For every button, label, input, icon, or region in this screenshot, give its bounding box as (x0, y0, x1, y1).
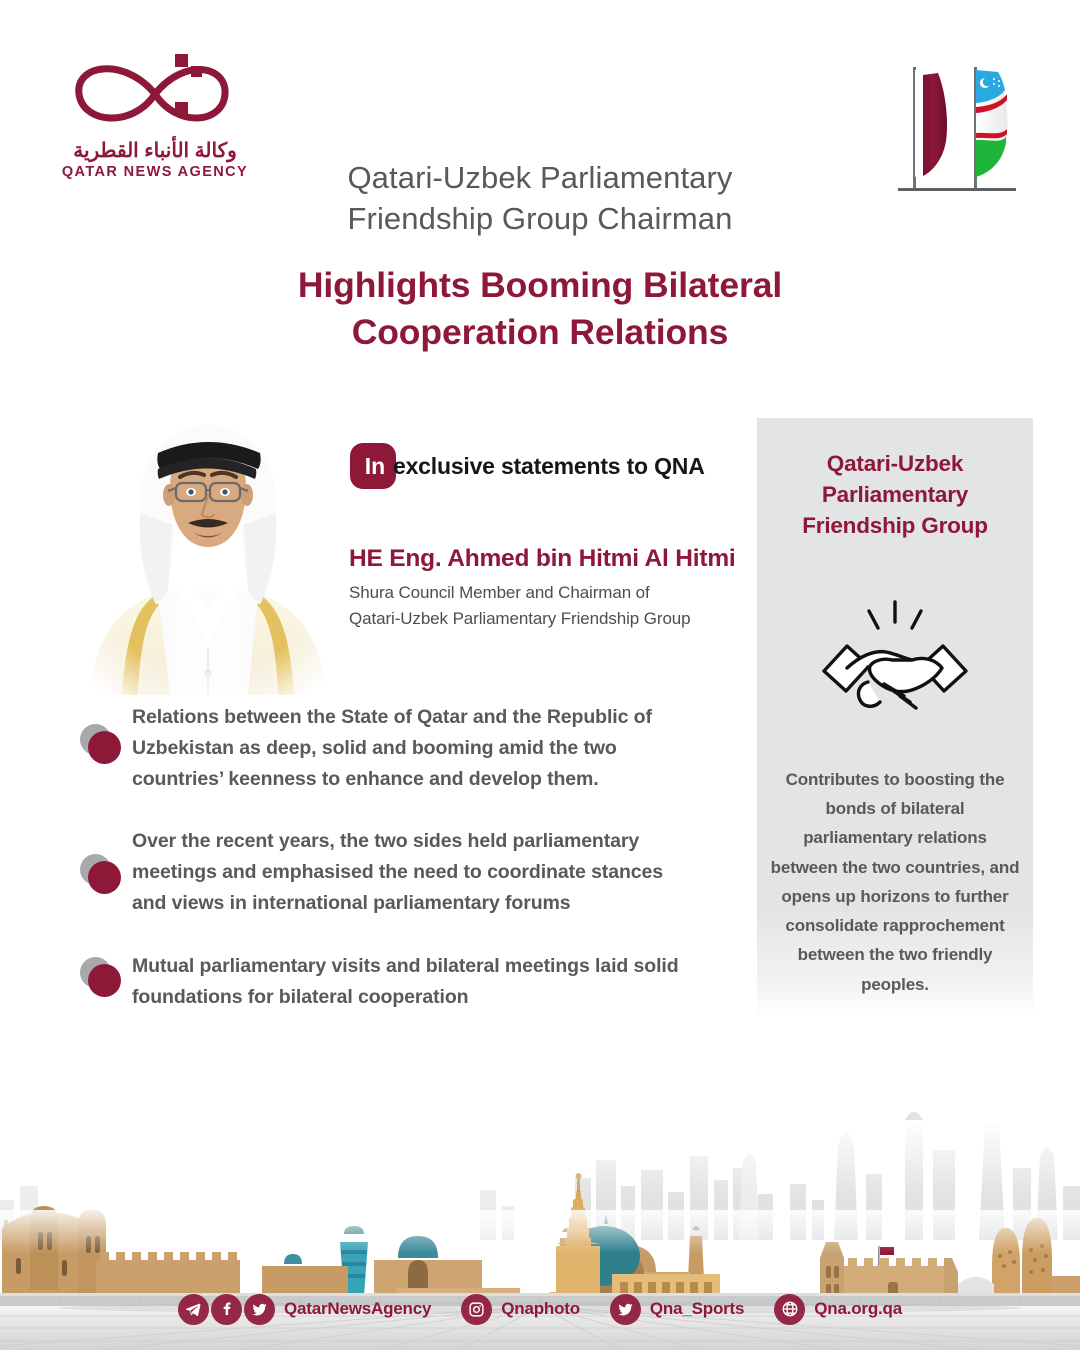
in-badge: In (350, 443, 396, 489)
list-item (80, 700, 700, 794)
social-label[interactable]: Qna_Sports (649, 1299, 745, 1318)
social-group-qnasports (610, 1294, 744, 1325)
page-title (200, 262, 880, 356)
kicker-line-2: Friendship Group Chairman (347, 200, 733, 236)
page-kicker (200, 158, 880, 240)
panel-body-text: Contributes to boosting the bonds of bilateral parliamentary relations between the two countries, and opens up horizons to further consolidate rapprochement between the two friendly peoples. (770, 770, 1020, 994)
social-group-website (774, 1294, 902, 1325)
list-item-text: Over the recent years, the two sides held parliamentary meetings and emphasised the need to coordinate stances and views in international parliamentary forums (132, 830, 663, 914)
twitter-icon[interactable] (244, 1294, 275, 1325)
panel-title-line-3: Friendship Group (802, 513, 988, 539)
qna-logo-arabic-name: وكالة الأنباء القطرية (73, 140, 237, 162)
instagram-icon[interactable] (461, 1294, 492, 1325)
handshake-icon (812, 598, 978, 718)
qna-logo-english-name: QATAR NEWS AGENCY (61, 164, 249, 180)
bullet-marker-icon (80, 824, 132, 870)
bullet-marker-icon (80, 700, 132, 752)
list-item-text: Relations between the State of Qatar and the Republic of Uzbekistan as deep, solid and booming amid the two countries’ keenness to enhance and develop them. (132, 706, 652, 790)
qna-atom-logo-icon (55, 42, 255, 142)
list-item (80, 824, 700, 918)
speaker-name: HE Eng. Ahmed bin Hitmi Al Hitmi (349, 545, 736, 572)
social-label[interactable]: Qnaphoto (501, 1299, 580, 1318)
social-group-qatarnewsagency (178, 1294, 431, 1325)
social-group-qnaphoto (461, 1294, 580, 1325)
social-label[interactable]: Qna.org.qa (814, 1299, 902, 1318)
speaker-role-line-2: Qatari-Uzbek Parliamentary Friendship Group (349, 608, 691, 628)
telegram-icon[interactable] (178, 1294, 209, 1325)
list-item (80, 949, 700, 1013)
uzbekistan-flag-icon (976, 70, 1008, 177)
facebook-icon[interactable] (211, 1294, 242, 1325)
key-points-list (80, 700, 700, 1012)
panel-title-line-1: Qatari-Uzbek (826, 451, 964, 476)
panel-title (757, 448, 1033, 541)
flag-stand-base (898, 188, 1016, 191)
exclusive-statement-row (350, 443, 705, 489)
qatar-flag-icon (915, 70, 948, 177)
social-label[interactable]: QatarNewsAgency (284, 1299, 432, 1318)
globe-icon[interactable] (774, 1294, 805, 1325)
speaker-portrait (52, 395, 362, 695)
bullet-marker-icon (80, 949, 132, 995)
social-footer (0, 1286, 1080, 1332)
headline-line-1: Highlights Booming Bilateral (297, 265, 783, 305)
speaker-role-line-1: Shura Council Member and Chairman of (349, 583, 650, 602)
speaker-role (349, 580, 749, 631)
list-item-text: Mutual parliamentary visits and bilateral meetings laid solid foundations for bilateral cooperation (132, 954, 679, 1008)
twitter-icon[interactable] (610, 1294, 641, 1325)
flags-group (890, 45, 1035, 200)
exclusive-statement-text: exclusive statements to QNA (393, 452, 705, 479)
headline-line-2: Cooperation Relations (351, 311, 729, 352)
panel-title-line-2: Parliamentary (821, 482, 969, 508)
kicker-line-1: Qatari-Uzbek Parliamentary (347, 160, 733, 195)
